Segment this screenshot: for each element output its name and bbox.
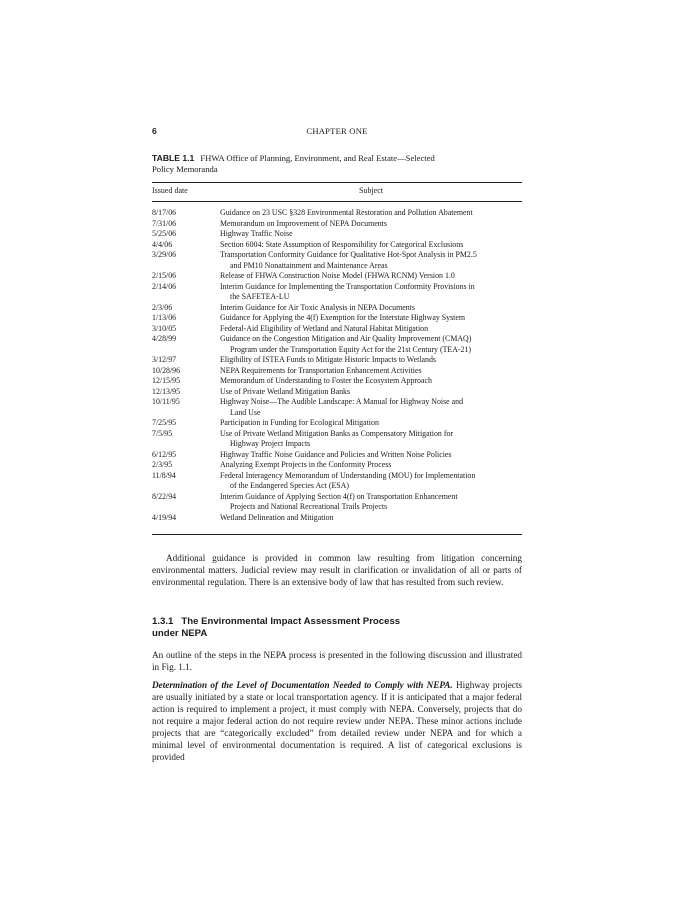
chapter-title: CHAPTER ONE bbox=[306, 126, 368, 136]
subject-text: Interim Guidance of Applying Section 4(f) on Transportation Enhancement bbox=[220, 491, 458, 501]
subject-cell bbox=[220, 282, 522, 303]
paragraph-outline: An outline of the steps in the NEPA process is presented in the following discussion and illustrated in Fig. 1.1. bbox=[152, 650, 522, 672]
table-header-rule bbox=[152, 201, 522, 202]
paragraph-determination-text: Highway projects are usually initiated by a state or local transportation agency. If it is anticipated that a major federal action is required to implement a project, it must comply with NEPA. Conversely, projects that do not require a major federal action do not require review under NEPA. These minor actions include projects that are “categorically excluded” from detailed review under NEPA and for which a minimal level of environmental documentation is required. A list of categorical exclusions is provided bbox=[152, 680, 522, 762]
subject-text: Highway Traffic Noise Guidance and Policies and Written Noise Policies bbox=[220, 449, 452, 459]
paragraph-determination bbox=[152, 679, 522, 763]
subject-text: Eligibility of ISTEA Funds to Mitigate Historic Impacts to Wetlands bbox=[220, 355, 436, 364]
table-row bbox=[152, 471, 522, 492]
issued-date-cell: 2/3/95 bbox=[152, 460, 173, 469]
subject-text: Guidance on 23 USC §328 Environmental Restoration and Pollution Abatement bbox=[220, 208, 473, 217]
subject-text: Federal Interagency Memorandum of Understanding (MOU) for Implementation bbox=[220, 470, 476, 480]
table-caption-line1: FHWA Office of Planning, Environment, and Real Estate—Selected bbox=[200, 153, 435, 163]
issued-date-cell: 10/11/95 bbox=[152, 397, 180, 406]
subject-text: Memorandum of Understanding to Foster the Ecosystem Approach bbox=[220, 376, 432, 385]
subject-cell bbox=[220, 418, 522, 429]
subject-cell bbox=[220, 471, 522, 492]
running-head bbox=[152, 126, 522, 140]
subject-text: Release of FHWA Construction Noise Model (FHWA RCNM) Version 1.0 bbox=[220, 271, 455, 280]
subject-cell bbox=[220, 219, 522, 230]
subject-text: Use of Private Wetland Mitigation Banks as Compensatory Mitigation for bbox=[220, 428, 454, 438]
table-row bbox=[152, 219, 522, 230]
column-header-subject: Subject bbox=[359, 186, 383, 195]
subject-text: Section 6004: State Assumption of Responsibility for Categorical Exclusions bbox=[220, 239, 464, 249]
issued-date-cell: 11/8/94 bbox=[152, 470, 176, 480]
table-row bbox=[152, 376, 522, 387]
table-row bbox=[152, 324, 522, 335]
table-row bbox=[152, 387, 522, 398]
issued-date-cell: 4/4/06 bbox=[152, 239, 173, 249]
table-bottom-rule bbox=[152, 534, 522, 535]
table-label: TABLE 1.1 bbox=[152, 153, 195, 163]
subject-cell bbox=[220, 303, 522, 314]
subject-cell bbox=[220, 376, 522, 387]
table-row bbox=[152, 240, 522, 251]
issued-date-cell: 2/15/06 bbox=[152, 271, 177, 280]
subject-text: Memorandum on Improvement of NEPA Documents bbox=[220, 218, 387, 228]
table-row bbox=[152, 208, 522, 219]
subject-continuation: Projects and National Recreational Trails Projects bbox=[230, 502, 388, 511]
section-title-line1: The Environmental Impact Assessment Process bbox=[181, 616, 401, 627]
subject-cell bbox=[220, 450, 522, 461]
subject-cell bbox=[220, 271, 522, 282]
table-row bbox=[152, 397, 522, 418]
table-row bbox=[152, 303, 522, 314]
subject-cell bbox=[220, 313, 522, 324]
issued-date-cell: 7/5/95 bbox=[152, 428, 173, 438]
issued-date-cell: 12/15/95 bbox=[152, 376, 181, 385]
issued-date-cell: 8/22/94 bbox=[152, 491, 177, 501]
runin-heading: Determination of the Level of Documentation Needed to Comply with NEPA. bbox=[152, 680, 453, 690]
table-row bbox=[152, 229, 522, 240]
subject-text: Transportation Conformity Guidance for Qualitative Hot-Spot Analysis in PM2.5 bbox=[220, 250, 477, 259]
issued-date-cell: 10/28/96 bbox=[152, 365, 181, 375]
table-row bbox=[152, 334, 522, 355]
issued-date-cell: 2/14/06 bbox=[152, 281, 177, 291]
table-row bbox=[152, 366, 522, 377]
subject-continuation: of the Endangered Species Act (ESA) bbox=[230, 481, 349, 490]
subject-cell bbox=[220, 460, 522, 471]
subject-text: Interim Guidance for Air Toxic Analysis in NEPA Documents bbox=[220, 302, 415, 312]
table-header bbox=[152, 186, 522, 198]
table-row bbox=[152, 492, 522, 513]
paragraph-additional-guidance: Additional guidance is provided in common law resulting from litigation concerning environmental matters. Judicial review may result in clarification or invalidation of all or parts of environmental regulation. There is an extensive body of law that has resulted from such review. bbox=[152, 553, 522, 587]
table-caption bbox=[152, 153, 522, 175]
column-header-date: Issued date bbox=[152, 186, 188, 195]
subject-cell bbox=[220, 334, 522, 355]
table-top-rule bbox=[152, 182, 522, 183]
issued-date-cell: 6/12/95 bbox=[152, 449, 177, 459]
subject-cell bbox=[220, 492, 522, 513]
page-number: 6 bbox=[152, 126, 157, 136]
subject-continuation: and PM10 Nonattainment and Maintenance Areas bbox=[230, 260, 388, 270]
subject-cell bbox=[220, 240, 522, 251]
table-row bbox=[152, 429, 522, 450]
table-row bbox=[152, 355, 522, 366]
subject-text: Highway Traffic Noise bbox=[220, 229, 293, 238]
section-title-line2: under NEPA bbox=[152, 628, 208, 639]
issued-date-cell: 4/19/94 bbox=[152, 512, 177, 522]
subject-continuation: Highway Project Impacts bbox=[230, 439, 311, 448]
table-row bbox=[152, 418, 522, 429]
subject-text: Highway Noise—The Audible Landscape: A Manual for Highway Noise and bbox=[220, 397, 464, 406]
subject-cell bbox=[220, 513, 522, 524]
subject-text: Wetland Delineation and Mitigation bbox=[220, 512, 334, 522]
subject-cell bbox=[220, 355, 522, 366]
subject-text: NEPA Requirements for Transportation Enhancement Activities bbox=[220, 365, 422, 375]
table-row bbox=[152, 282, 522, 303]
table-row bbox=[152, 271, 522, 282]
issued-date-cell: 8/17/06 bbox=[152, 208, 177, 217]
section-heading bbox=[152, 616, 522, 640]
subject-text: Use of Private Wetland Mitigation Banks bbox=[220, 386, 351, 396]
subject-cell bbox=[220, 397, 522, 418]
subject-continuation: Land Use bbox=[230, 407, 261, 417]
subject-cell bbox=[220, 250, 522, 271]
table-row bbox=[152, 460, 522, 471]
subject-continuation: the SAFETEA-LU bbox=[230, 292, 290, 301]
subject-cell bbox=[220, 229, 522, 240]
issued-date-cell: 3/12/97 bbox=[152, 355, 177, 364]
table-row bbox=[152, 250, 522, 271]
issued-date-cell: 5/25/06 bbox=[152, 229, 177, 238]
table-row bbox=[152, 313, 522, 324]
issued-date-cell: 7/25/95 bbox=[152, 418, 177, 427]
table-caption-line2: Policy Memoranda bbox=[152, 164, 218, 174]
table-row bbox=[152, 513, 522, 524]
subject-cell bbox=[220, 387, 522, 398]
subject-text: Federal-Aid Eligibility of Wetland and Natural Habitat Mitigation bbox=[220, 323, 429, 333]
issued-date-cell: 12/13/95 bbox=[152, 386, 181, 396]
section-number: 1.3.1 bbox=[152, 616, 174, 627]
issued-date-cell: 2/3/06 bbox=[152, 302, 173, 312]
subject-cell bbox=[220, 324, 522, 335]
issued-date-cell: 3/10/05 bbox=[152, 323, 177, 333]
subject-text: Guidance on the Congestion Mitigation and Air Quality Improvement (CMAQ) bbox=[220, 334, 472, 343]
issued-date-cell: 7/31/06 bbox=[152, 218, 177, 228]
table-body bbox=[152, 208, 522, 523]
issued-date-cell: 3/29/06 bbox=[152, 250, 177, 259]
subject-cell bbox=[220, 208, 522, 219]
subject-text: Analyzing Exempt Projects in the Conformity Process bbox=[220, 460, 392, 469]
subject-continuation: Program under the Transportation Equity Act for the 21st Century (TEA-21) bbox=[230, 344, 472, 354]
issued-date-cell: 4/28/99 bbox=[152, 334, 177, 343]
table-row bbox=[152, 450, 522, 461]
subject-cell bbox=[220, 366, 522, 377]
subject-cell bbox=[220, 429, 522, 450]
issued-date-cell: 1/13/06 bbox=[152, 313, 177, 322]
subject-text: Participation in Funding for Ecological Mitigation bbox=[220, 418, 379, 427]
subject-text: Guidance for Applying the 4(f) Exemption for the Interstate Highway System bbox=[220, 313, 465, 322]
subject-text: Interim Guidance for Implementing the Transportation Conformity Provisions in bbox=[220, 281, 475, 291]
